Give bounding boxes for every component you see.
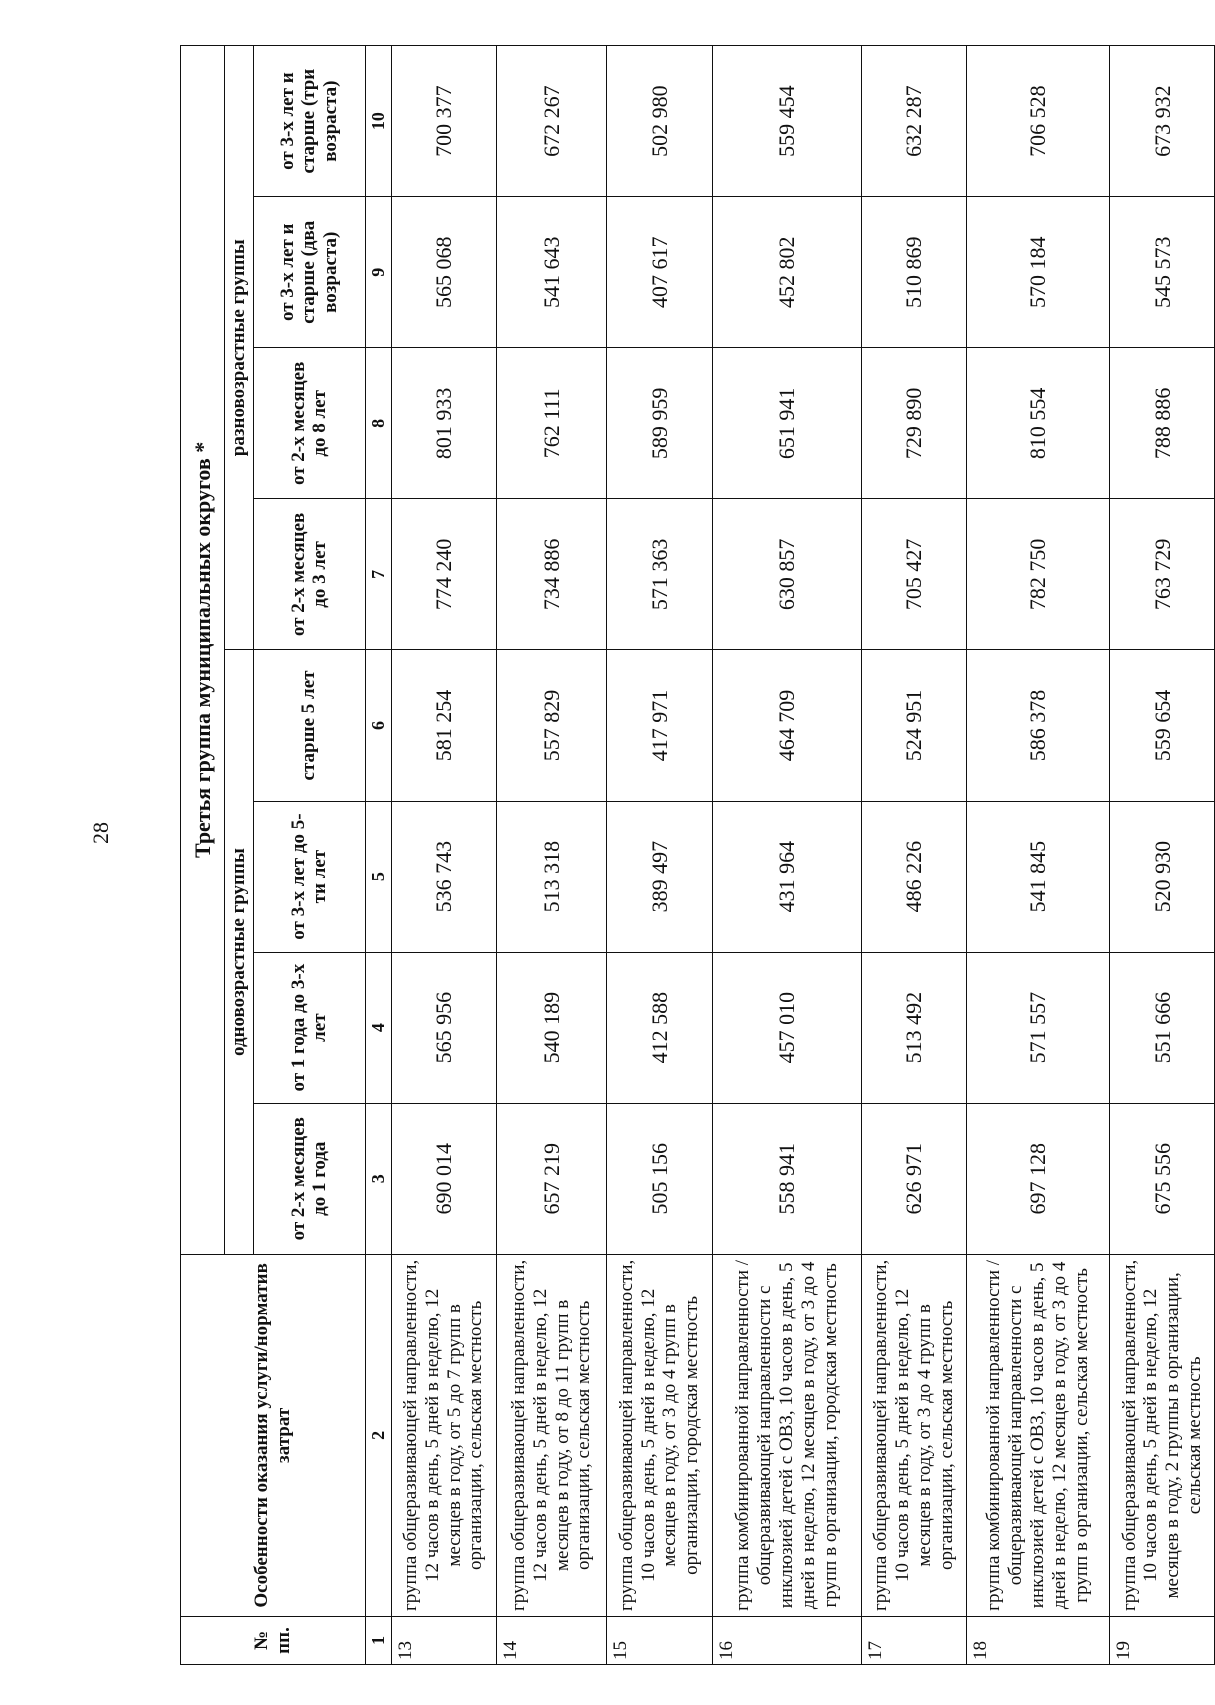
cost-value: 541 643: [496, 197, 607, 348]
rotated-table-container: [180, 45, 1215, 1665]
cost-value: 581 254: [391, 650, 496, 801]
row-number: 15: [607, 1616, 712, 1664]
cost-value: 559 654: [1110, 650, 1215, 801]
cost-value: 571 363: [607, 499, 712, 650]
cost-value: 729 890: [862, 348, 966, 499]
table-body: [391, 46, 1214, 1665]
index-cell: 8: [365, 348, 391, 499]
row-number: 14: [496, 1616, 607, 1664]
index-cell: 10: [365, 46, 391, 197]
header-col-6: старше 5 лет: [253, 650, 365, 801]
cost-value: 389 497: [607, 801, 712, 952]
cost-value: 570 184: [966, 197, 1110, 348]
cost-value: 557 829: [496, 650, 607, 801]
cost-value: 412 588: [607, 952, 712, 1103]
cost-value: 513 318: [496, 801, 607, 952]
header-col-8: от 2-х месяцев до 8 лет: [253, 348, 365, 499]
row-description: группа общеразвивающей направленности, 12 часов в день, 5 дней в неделю, 12 месяцев в году, от 8 до 11 групп в организации, сельская местность: [496, 1254, 607, 1616]
cost-value: 540 189: [496, 952, 607, 1103]
cost-value: 788 886: [1110, 348, 1215, 499]
cost-norm-table: [180, 45, 1215, 1665]
table-row: [1110, 46, 1215, 1665]
cost-value: 589 959: [607, 348, 712, 499]
cost-value: 505 156: [607, 1103, 712, 1254]
cost-value: 513 492: [862, 952, 966, 1103]
header-col-5: от 3-х лет до 5-ти лет: [253, 801, 365, 952]
cost-value: 452 802: [712, 197, 861, 348]
row-description: группа общеразвивающей направленности, 10 часов в день, 5 дней в неделю, 12 месяцев в году, 2 группы в организации, сельская местность: [1110, 1254, 1215, 1616]
cost-value: 464 709: [712, 650, 861, 801]
table-row: [862, 46, 966, 1665]
cost-value: 536 743: [391, 801, 496, 952]
cost-value: 673 932: [1110, 46, 1215, 197]
table-row: [607, 46, 712, 1665]
cost-value: 697 128: [966, 1103, 1110, 1254]
cost-value: 586 378: [966, 650, 1110, 801]
table-row: [966, 46, 1110, 1665]
header-col-9: от 3-х лет и старше (два возраста): [253, 197, 365, 348]
index-cell: 4: [365, 952, 391, 1103]
cost-value: 632 287: [862, 46, 966, 197]
header-mixed-age: разновозрастные группы: [225, 46, 254, 650]
index-cell: 6: [365, 650, 391, 801]
row-number: 18: [966, 1616, 1110, 1664]
index-cell: 2: [365, 1254, 391, 1616]
cost-value: 762 111: [496, 348, 607, 499]
row-description: группа общеразвивающей направленности, 10 часов в день, 5 дней в неделю, 12 месяцев в году, от 3 до 4 групп в организации, сельская местность: [862, 1254, 966, 1616]
cost-value: 417 971: [607, 650, 712, 801]
cost-value: 657 219: [496, 1103, 607, 1254]
index-cell: 5: [365, 801, 391, 952]
row-description: группа общеразвивающей направленности, 10 часов в день, 5 дней в неделю, 12 месяцев в году, от 3 до 4 групп в организации, городская местность: [607, 1254, 712, 1616]
row-number: 19: [1110, 1616, 1215, 1664]
row-number: 13: [391, 1616, 496, 1664]
cost-value: 782 750: [966, 499, 1110, 650]
cost-value: 502 980: [607, 46, 712, 197]
cost-value: 565 068: [391, 197, 496, 348]
table-row: [496, 46, 607, 1665]
cost-value: 457 010: [712, 952, 861, 1103]
row-number: 16: [712, 1616, 861, 1664]
header-col-3: от 2-х месяцев до 1 года: [253, 1103, 365, 1254]
cost-value: 571 557: [966, 952, 1110, 1103]
row-description: группа комбинированной направленности / общеразвивающей направленности с инклюзией детей с ОВЗ, 10 часов в день, 5 дней в неделю, 12 месяцев в году, от 3 до 4 групп в организации, сельская местность: [966, 1254, 1110, 1616]
cost-value: 690 014: [391, 1103, 496, 1254]
header-group-title: Третья группа муниципальных округов *: [181, 46, 225, 1255]
cost-value: 520 930: [1110, 801, 1215, 952]
row-number: 17: [862, 1616, 966, 1664]
header-col-10: от 3-х лет и старше (три возраста): [253, 46, 365, 197]
row-description: группа комбинированной направленности / общеразвивающей направленности с инклюзией детей с ОВЗ, 10 часов в день, 5 дней в неделю, 12 месяцев в году, от 3 до 4 групп в организации, городская местность: [712, 1254, 861, 1616]
cost-value: 565 956: [391, 952, 496, 1103]
cost-value: 774 240: [391, 499, 496, 650]
cost-value: 486 226: [862, 801, 966, 952]
header-col-7: от 2-х месяцев до 3 лет: [253, 499, 365, 650]
index-cell: 9: [365, 197, 391, 348]
page-number: 28: [88, 822, 113, 844]
cost-value: 700 377: [391, 46, 496, 197]
row-description: группа общеразвивающей направленности, 12 часов в день, 5 дней в неделю, 12 месяцев в году, от 5 до 7 групп в организации, сельская местность: [391, 1254, 496, 1616]
cost-value: 541 845: [966, 801, 1110, 952]
header-no: № пп.: [181, 1616, 366, 1664]
index-cell: 3: [365, 1103, 391, 1254]
cost-value: 626 971: [862, 1103, 966, 1254]
cost-value: 431 964: [712, 801, 861, 952]
cost-value: 801 933: [391, 348, 496, 499]
index-cell: 1: [365, 1616, 391, 1664]
cost-value: 407 617: [607, 197, 712, 348]
header-col-4: от 1 года до 3-х лет: [253, 952, 365, 1103]
header-feature: Особенности оказания услуги/норматив затрат: [181, 1254, 366, 1616]
cost-value: 524 951: [862, 650, 966, 801]
cost-value: 705 427: [862, 499, 966, 650]
cost-value: 810 554: [966, 348, 1110, 499]
cost-value: 706 528: [966, 46, 1110, 197]
cost-value: 545 573: [1110, 197, 1215, 348]
cost-value: 558 941: [712, 1103, 861, 1254]
table-row: [712, 46, 861, 1665]
cost-value: 651 941: [712, 348, 861, 499]
cost-value: 763 729: [1110, 499, 1215, 650]
cost-value: 510 869: [862, 197, 966, 348]
cost-value: 672 267: [496, 46, 607, 197]
cost-value: 734 886: [496, 499, 607, 650]
cost-value: 551 666: [1110, 952, 1215, 1103]
header-same-age: одновозрастные группы: [225, 650, 254, 1254]
table-row: [391, 46, 496, 1665]
cost-value: 675 556: [1110, 1103, 1215, 1254]
index-cell: 7: [365, 499, 391, 650]
cost-value: 559 454: [712, 46, 861, 197]
cost-value: 630 857: [712, 499, 861, 650]
